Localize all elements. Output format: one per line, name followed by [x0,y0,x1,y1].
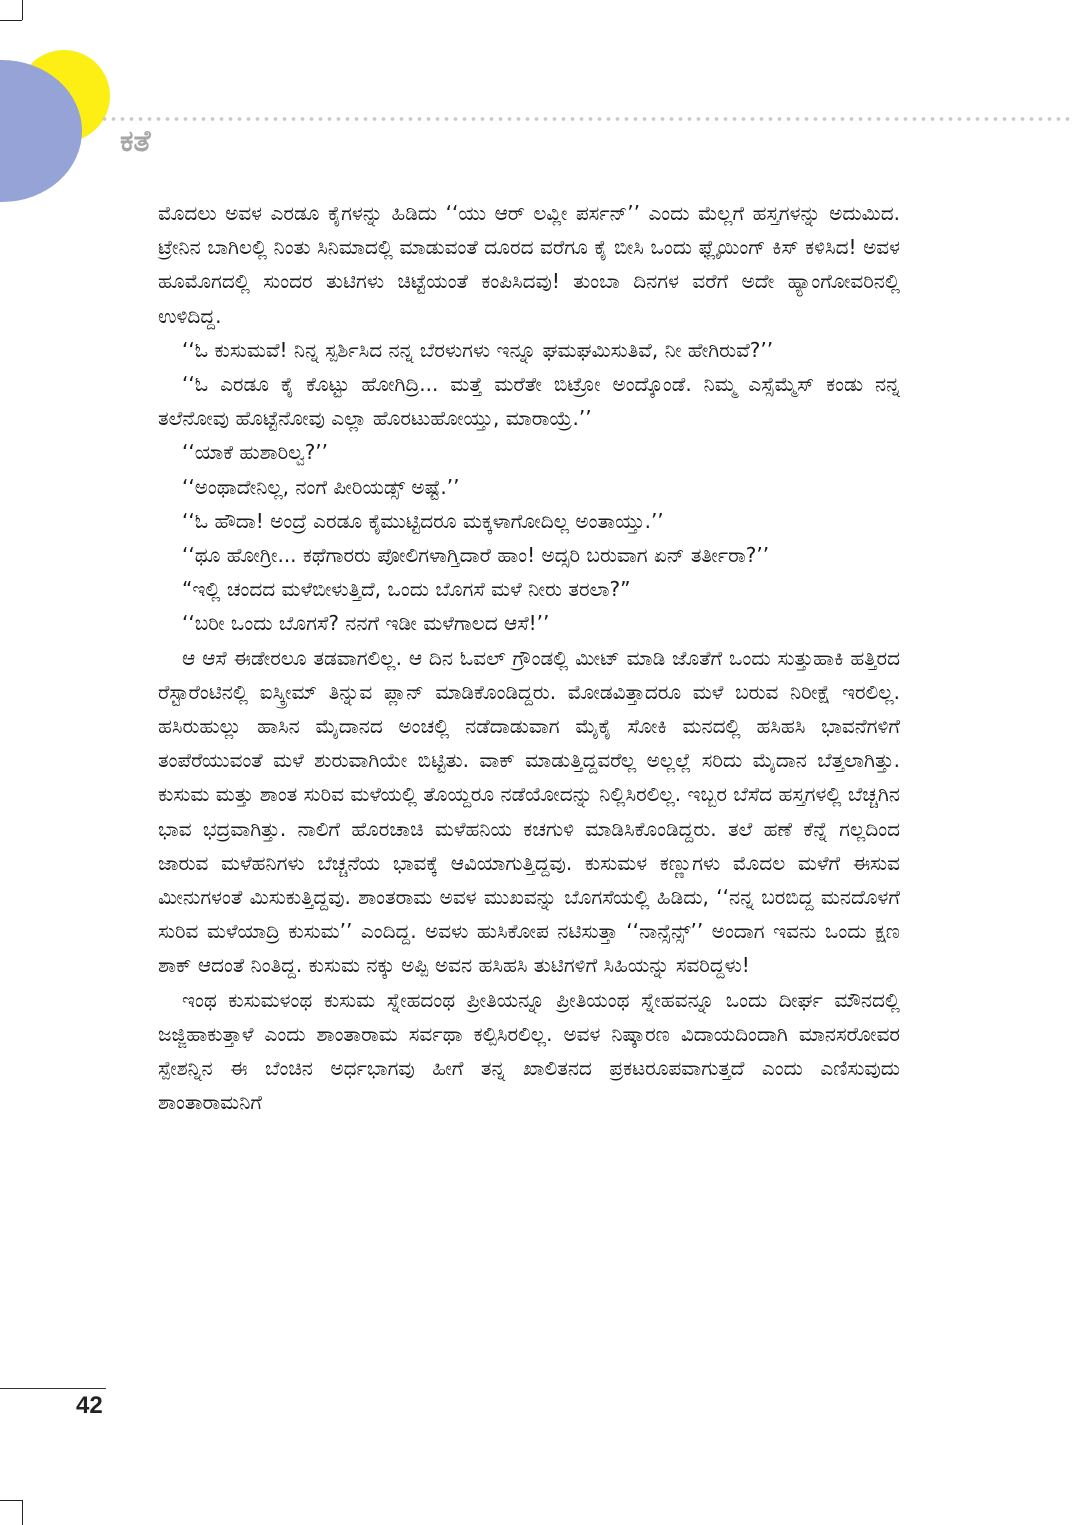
paragraph: ‘‘ಅಂಥಾದೇನಿಲ್ಲ, ನಂಗೆ ಪೀರಿಯಡ್ಸ್ ಅಷ್ಟೆ.’’ [182,474,460,499]
crop-mark-top-left-h [0,20,22,21]
paragraph: ‘‘ಓ ಕುಸುಮವೆ! ನಿನ್ನ ಸ್ಪರ್ಶಿಸಿದ ನನ್ನ ಬೆರಳುಗಳು ಇನ್ನೂ ಘಮಘಮಿಸುತಿವೆ, ನೀ ಹೇಗಿರುವೆ?’’ [182,337,774,362]
paragraph: ‘‘ಥೂ ಹೋಗ್ರೀ... ಕಥೆಗಾರರು ಪೋಲಿಗಳಾಗ್ತಿದಾರೆ ಹಾಂ! ಅದ್ಸರಿ ಬರುವಾಗ ಏನ್ ತರ್ತೀರಾ?’’ [182,543,770,568]
paragraph: ‘‘ಓ ಎರಡೂ ಕೈ ಕೊಟ್ಟು ಹೋಗಿದ್ರಿ... ಮತ್ತೆ ಮರೆತೇ ಬಿಟ್ರೋ ಅಂದ್ಕೊಂಡೆ. ನಿಮ್ಮ ಎಸ್ಸೆಮ್ಮೆಸ್ ಕಂಡು ನನ್ನ ತಲೆನೋವು ಹೊಟ್ಟೆನೋವು ಎಲ್ಲಾ ಹೊರಟುಹೋಯ್ತು, ಮಾರಾಯ್ರೆ.’’ [158,372,900,431]
section-label: ಕತೆ [120,124,151,159]
paragraph: ‘‘ಓ ಹೌದಾ! ಅಂದ್ರೆ ಎರಡೂ ಕೈಮುಟ್ಟಿದರೂ ಮಕ್ಕಳಾಗೋದಿಲ್ಲ ಅಂತಾಯ್ತು.’’ [182,508,664,533]
paragraph: ಇಂಥ ಕುಸುಮಳಂಥ ಕುಸುಮ ಸ್ನೇಹದಂಥ ಪ್ರೀತಿಯನ್ನೂ ಪ್ರೀತಿಯಂಥ ಸ್ನೇಹವನ್ನೂ ಒಂದು ದೀರ್ಘ ಮೌನದಲ್ಲಿ ಜಜ್ಜಿಹಾಕುತ್ತಾಳೆ ಎಂದು ಶಾಂತಾರಾಮ ಸರ್ವಥಾ ಕಲ್ಪಿಸಿರಲಿಲ್ಲ. ಅವಳ ನಿಷ್ಕಾರಣ ವಿದಾಯದಿಂದಾಗಿ ಮಾನಸರೋವರ ಸ್ಪೇಶನ್ನಿನ ಈ ಬೆಂಚಿನ ಅರ್ಧಭಾಗವು ಹೀಗೆ ತನ್ನ ಖಾಲಿತನದ ಪ್ರಕಟರೂಪವಾಗುತ್ತದೆ ಎಂದು ಎಣಿಸುವುದು ಶಾಂತಾರಾಮನಿಗೆ [158,987,900,1115]
crop-mark-bottom-left-h [0,1500,22,1501]
paragraph: ಆ ಆಸೆ ಈಡೇರಲೂ ತಡವಾಗಲಿಲ್ಲ. ಆ ದಿನ ಓವಲ್ ಗ್ರೌಂಡಲ್ಲಿ ಮೀಟ್ ಮಾಡಿ ಜೊತೆಗೆ ಒಂದು ಸುತ್ತುಹಾಕಿ ಹತ್ತಿರದ ರೆಸ್ಟಾರೆಂಟಿನಲ್ಲಿ ಐಸ್ಕ್ರೀಮ್ ತಿನ್ನುವ ಪ್ಲಾನ್ ಮಾಡಿಕೊಂಡಿದ್ದರು. ಮೋಡವಿತ್ತಾದರೂ ಮಳೆ ಬರುವ ನಿರೀಕ್ಷೆ ಇರಲಿಲ್ಲ. ಹಸಿರುಹುಲ್ಲು ಹಾಸಿನ ಮೈದಾನದ ಅಂಚಲ್ಲಿ ನಡೆದಾಡುವಾಗ ಮೈಕೈ ಸೋಕಿ ಮನದಲ್ಲಿ ಹಸಿಹಸಿ ಭಾವನೆಗಳಿಗೆ ತಂಪೆರೆಯುವಂತೆ ಮಳೆ ಶುರುವಾಗಿಯೇ ಬಿಟ್ಟಿತು. ವಾಕ್ ಮಾಡುತ್ತಿದ್ದವರೆಲ್ಲ ಅಲ್ಲಲ್ಲೆ ಸರಿದು ಮೈದಾನ ಬೆತ್ತಲಾಗಿತ್ತು. ಕುಸುಮ ಮತ್ತು ಶಾಂತ ಸುರಿವ ಮಳೆಯಲ್ಲಿ ತೊಯ್ದರೂ ನಡೆಯೋದನ್ನು ನಿಲ್ಲಿಸಿರಲಿಲ್ಲ. ಇಬ್ಬರ ಬೆಸೆದ ಹಸ್ತಗಳಲ್ಲಿ ಬೆಚ್ಚಗಿನ ಭಾವ ಭದ್ರವಾಗಿತ್ತು. ನಾಲಿಗೆ ಹೊರಚಾಚಿ ಮಳೆಹನಿಯ ಕಚಗುಳಿ ಮಾಡಿಸಿಕೊಂಡಿದ್ದರು. ತಲೆ ಹಣೆ ಕೆನ್ನೆ ಗಲ್ಲದಿಂದ ಜಾರುವ ಮಳೆಹನಿಗಳು ಬೆಚ್ಚನೆಯ ಭಾವಕ್ಕೆ ಆವಿಯಾಗುತ್ತಿದ್ದವು. ಕುಸುಮಳ ಕಣ್ಣುಗಳು ಮೊದಲ ಮಳೆಗೆ ಈಸುವ ಮೀನುಗಳಂತೆ ಮಿಸುಕುತ್ತಿದ್ದವು. ಶಾಂತರಾಮ ಅವಳ ಮುಖವನ್ನು ಬೊಗಸೆಯಲ್ಲಿ ಹಿಡಿದು, ‘‘ನನ್ನ ಬರಬಿದ್ದ ಮನದೊಳಗೆ ಸುರಿವ ಮಳೆಯಾದ್ರಿ ಕುಸುಮ’’ ಎಂದಿದ್ದ. ಅವಳು ಹುಸಿಕೋಪ ನಟಿಸುತ್ತಾ ‘‘ನಾನ್ಸೆನ್ಸ್’’ ಅಂದಾಗ ಇವನು ಒಂದು ಕ್ಷಣ ಶಾಕ್ ಆದಂತೆ ನಿಂತಿದ್ದ. ಕುಸುಮ ನಕ್ಕು ಅಪ್ಪಿ ಅವನ ಹಸಿಹಸಿ ತುಟಿಗಳಿಗೆ ಸಿಹಿಯನ್ನು ಸವರಿದ್ದಳು! [158,645,900,978]
paragraph: ‘‘ಬರೀ ಒಂದು ಬೊಗಸೆ? ನನಗೆ ಇಡೀ ಮಳೆಗಾಲದ ಆಸೆ!’’ [182,611,550,636]
paragraph: “ಇಲ್ಲಿ ಚಂದದ ಮಳೆಬೀಳುತ್ತಿದೆ, ಒಂದು ಬೊಗಸೆ ಮಳೆ ನೀರು ತರಲಾ?” [182,577,631,602]
page-number: 42 [76,1392,103,1419]
paragraph: ‘‘ಯಾಕೆ ಹುಶಾರಿಲ್ವ?’’ [182,440,329,465]
story-text [158,196,900,1119]
crop-mark-bottom-left [22,1500,23,1525]
folio-rule [0,1388,106,1389]
dotted-header-rule [100,116,1072,122]
crop-mark-top-left [22,0,23,20]
paragraph: ಮೊದಲು ಅವಳ ಎರಡೂ ಕೈಗಳನ್ನು ಹಿಡಿದು ‘‘ಯು ಆರ್ ಲವ್ಲೀ ಪರ್ಸನ್’’ ಎಂದು ಮೆಲ್ಲಗೆ ಹಸ್ತಗಳನ್ನು ಅದುಮಿದ. ಟ್ರೇನಿನ ಬಾಗಿಲಲ್ಲಿ ನಿಂತು ಸಿನಿಮಾದಲ್ಲಿ ಮಾಡುವಂತೆ ದೂರದ ವರೆಗೂ ಕೈ ಬೀಸಿ ಒಂದು ಫ್ಲೈಯಿಂಗ್ ಕಿಸ್ ಕಳಿಸಿದ! ಅವಳ ಹೂಮೊಗದಲ್ಲಿ ಸುಂದರ ತುಟಿಗಳು ಚಿಟ್ಟೆಯಂತೆ ಕಂಪಿಸಿದವು! ತುಂಬಾ ದಿನಗಳ ವರೆಗೆ ಅದೇ ಹ್ಯಾಂಗೋವರಿನಲ್ಲಿ ಉಳಿದಿದ್ದ. [158,201,900,328]
